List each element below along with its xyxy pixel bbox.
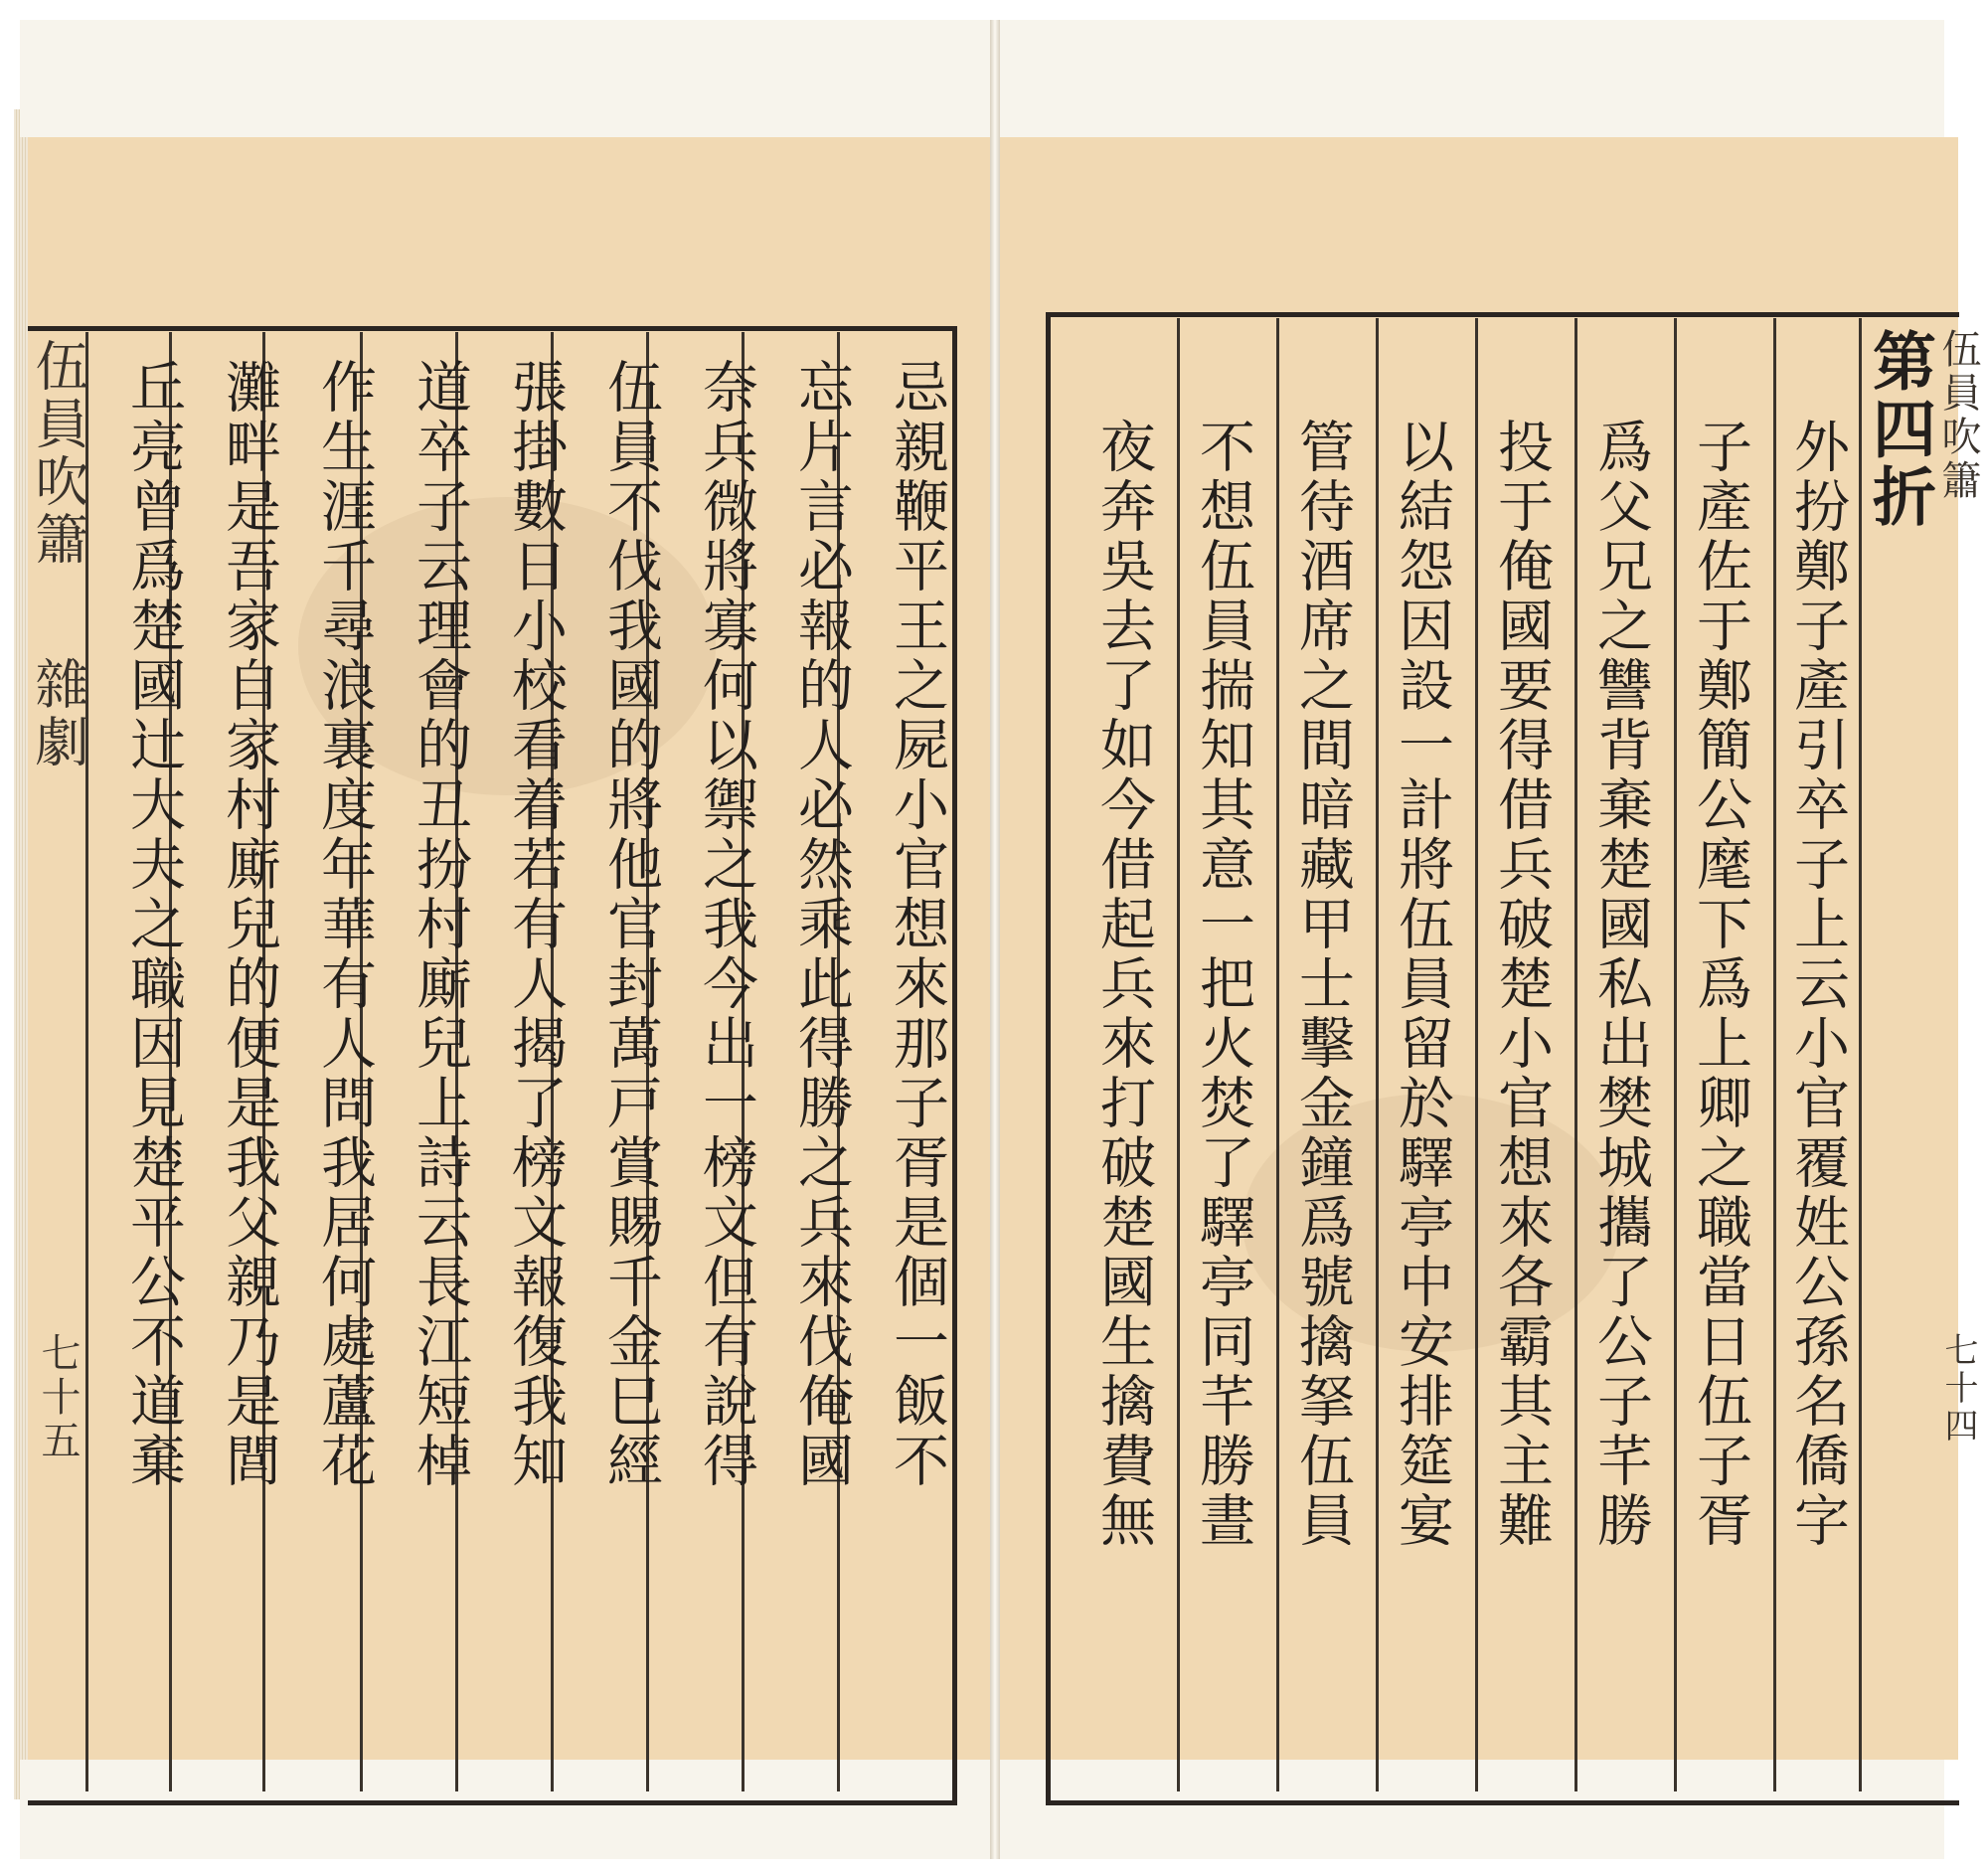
text-column: 子產佐于鄭簡公麾下爲上卿之職當日伍子胥	[1688, 418, 1752, 1551]
text-column: 伍員不伐我國的將他官封萬戸賞賜千金巳經	[598, 358, 663, 1491]
text-column: 夜奔吳去了如今借起兵來打破楚國生擒費無	[1091, 418, 1156, 1551]
top-blank-margin-left	[20, 20, 990, 137]
text-column: 奈兵微將寡何以禦之我今出一榜文但有說得	[694, 358, 758, 1491]
text-column: 管待酒席之間暗藏甲士擊金鐘爲號擒拏伍員	[1290, 418, 1355, 1551]
top-blank-margin-right	[1000, 20, 1944, 137]
margin-page-number: 七十五	[35, 1332, 81, 1463]
book-gutter	[990, 20, 1000, 1859]
column-rule	[1574, 318, 1577, 1791]
column-rule	[1859, 318, 1862, 1791]
text-column: 忘片言必報的人必然乘此得勝之兵來伐俺國	[789, 358, 854, 1491]
text-column: 作生涯千尋浪裏度年華有人問我居何處蘆花	[312, 358, 377, 1491]
column-rule	[1376, 318, 1379, 1791]
text-column: 不想伍員揣知其意一把火焚了驛亭同芊勝晝	[1191, 418, 1255, 1551]
margin-title-right: 伍員吹簫	[1935, 328, 1981, 503]
text-column: 外扮鄭子產引卒子上云小官覆姓公孫名僑字	[1785, 418, 1850, 1551]
text-column: 爲父兄之讐背棄楚國私出樊城攜了公子芊勝	[1588, 418, 1653, 1551]
margin-subtitle: 雜劇	[27, 656, 89, 771]
margin-title: 伍員吹簫	[27, 338, 89, 569]
text-column: 以結怨因設一計將伍員留於驛亭中安排筵宴	[1390, 418, 1454, 1551]
text-column: 忌親鞭平王之屍小官想來那子胥是個一飯不	[885, 358, 949, 1491]
margin-page-number-right: 七十四	[1938, 1332, 1978, 1446]
column-rule	[1276, 318, 1279, 1791]
text-column: 道卒子云理會的丑扮村廝兒上詩云長江短棹	[408, 358, 472, 1491]
act-heading: 第四折	[1862, 328, 1936, 531]
text-column: 張掛數日小校看着若有人揭了榜文報復我知	[503, 358, 568, 1491]
text-column: 灘畔是吾家自家村廝兒的便是我父親乃是閭	[217, 358, 281, 1491]
column-rule	[1475, 318, 1478, 1791]
column-rule	[1773, 318, 1776, 1791]
text-column: 丘亮曾爲楚國辻大夫之職因見楚平公不道棄	[121, 358, 186, 1491]
column-rule	[1674, 318, 1677, 1791]
text-column: 投于俺國要得借兵破楚小官想來各霸其主難	[1489, 418, 1554, 1551]
column-rule	[1177, 318, 1180, 1791]
